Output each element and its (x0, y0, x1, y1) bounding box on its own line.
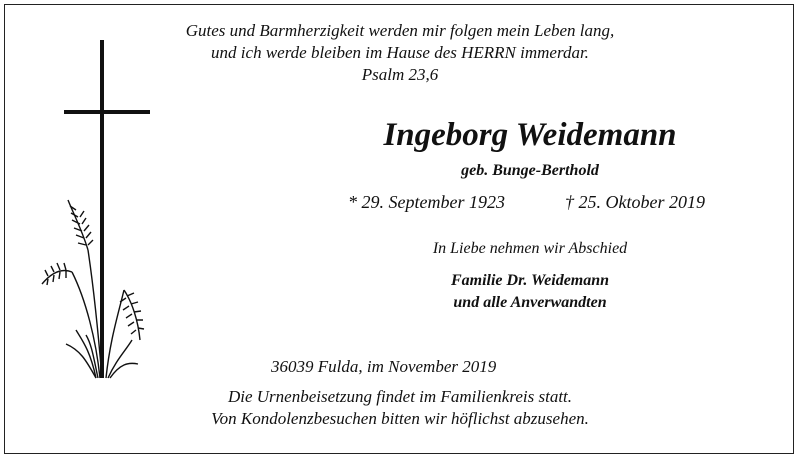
note-line-1: Die Urnenbeisetzung findet im Familienkreis statt. (227, 387, 573, 406)
death-date: † 25. Oktober 2019 (565, 192, 705, 212)
verse-line-2: und ich werde bleiben im Hause des HERRN immerdar. (211, 43, 589, 62)
verse-reference: Psalm 23,6 (361, 65, 439, 84)
wheat-icon (42, 200, 144, 378)
birth-date: * 29. September 1923 (348, 192, 505, 212)
cross-icon (64, 40, 150, 378)
birth-name: geb. Bunge-Berthold (461, 162, 599, 179)
deceased-name: Ingeborg Weidemann (383, 117, 677, 153)
place-date: 36039 Fulda, im November 2019 (271, 357, 497, 376)
cross-with-wheat-icon (36, 40, 166, 390)
note-line-2: Von Kondolenzbesuchen bitten wir höflichst abzusehen. (211, 409, 589, 428)
mourners-line-2: und alle Anverwandten (453, 294, 607, 311)
mourners-line-1: Familie Dr. Weidemann (450, 272, 610, 289)
verse-line-1: Gutes und Barmherzigkeit werden mir folgen mein Leben lang, (185, 21, 615, 40)
farewell-text: In Liebe nehmen wir Abschied (432, 240, 628, 257)
